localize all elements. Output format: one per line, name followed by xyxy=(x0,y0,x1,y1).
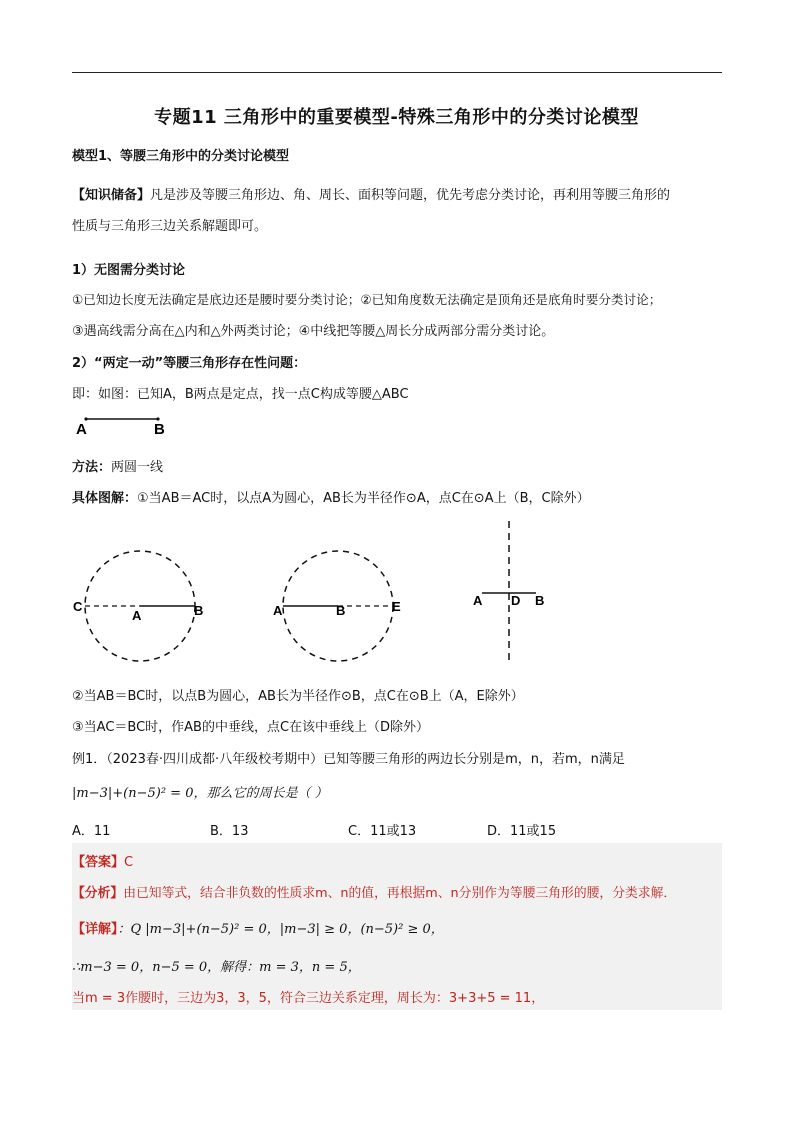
answer-value: C xyxy=(124,855,134,870)
answer-line xyxy=(72,851,133,870)
analysis-text: 由已知等式，结合非负数的性质求m、n的值，再根据m、n分别作为等腰三角形的腰，分类求解． xyxy=(123,886,677,901)
label-b: B xyxy=(336,603,346,618)
section2-intro: 即：如图：已知A，B两点是定点，找一点C构成等腰△ABC xyxy=(72,387,409,402)
label-a: A xyxy=(76,421,87,438)
detail-line-1 xyxy=(72,918,444,937)
label-d: D xyxy=(511,593,521,608)
label-e: E xyxy=(392,599,401,614)
label-b: B xyxy=(194,603,204,618)
label-b: B xyxy=(154,421,165,438)
option-d: D．11或15 xyxy=(487,824,557,839)
option-b: B．13 xyxy=(210,824,249,839)
knowledge-line-1 xyxy=(72,184,670,203)
analysis-line xyxy=(72,882,676,901)
section1-heading: 1）无图需分类讨论 xyxy=(72,263,186,278)
answer-tag: 【答案】 xyxy=(72,855,125,870)
label-c: C xyxy=(73,599,83,614)
label-a: A xyxy=(132,608,142,623)
detail-line-3: 当m = 3作腰时，三边为3，3，5，符合三边关系定理，周长为：3+3+5 = 11， xyxy=(72,991,545,1006)
knowledge-text: 凡是涉及等腰三角形边、角、周长、面积等问题，优先考虑分类讨论，再利用等腰三角形的 xyxy=(150,188,671,203)
section2-heading: 2）“两定一动”等腰三角形存在性问题： xyxy=(72,356,307,371)
circle-a-diagram xyxy=(73,551,203,661)
model-heading: 模型1、等腰三角形中的分类讨论模型 xyxy=(72,149,290,164)
option-c: C．11或13 xyxy=(348,824,417,839)
segment-ab-figure xyxy=(72,412,182,440)
label-b: B xyxy=(535,593,545,608)
knowledge-line-2: 性质与三角形三边关系解题即可。 xyxy=(72,219,268,234)
label-a: A xyxy=(273,603,283,618)
construction-diagrams xyxy=(0,515,793,675)
page-title: 专题11 三角形中的重要模型-特殊三角形中的分类讨论模型 xyxy=(154,107,639,128)
case-2: ②当AB＝BC时，以点B为圆心，AB长为半径作⊙B，点C在⊙B上（A，E除外） xyxy=(72,689,524,704)
label-a: A xyxy=(473,593,483,608)
detail-label: 具体图解： xyxy=(72,491,138,506)
section1-line-1: ①已知边长度无法确定是底边还是腰时要分类讨论；②已知角度数无法确定是顶角还是底角时要分类讨论； xyxy=(72,292,662,307)
option-a: A．11 xyxy=(72,824,111,839)
detail-line xyxy=(72,487,590,506)
case-3: ③当AC＝BC时，作AB的中垂线，点C在该中垂线上（D除外） xyxy=(72,720,430,735)
example-line-1: 例1．（2023春·四川成都·八年级校考期中）已知等腰三角形的两边长分别是m，n，若m，n满足 xyxy=(72,752,625,767)
method-line xyxy=(72,456,163,475)
detail-tag: 【详解】 xyxy=(72,922,118,937)
method-text: 两圆一线 xyxy=(111,460,164,475)
method-label: 方法： xyxy=(72,460,112,475)
bisector-diagram xyxy=(473,521,544,665)
example-line-2: |m−3|+(n−5)² = 0，那么它的周长是（ ） xyxy=(72,786,328,801)
analysis-tag: 【分析】 xyxy=(72,886,124,901)
section1-line-2: ③遇高线需分高在△内和△外两类讨论；④中线把等腰△周长分成两部分需分类讨论。 xyxy=(72,324,555,339)
detail-line-2: ∴m−3 = 0，n−5 = 0，解得：m = 3，n = 5， xyxy=(72,960,361,975)
knowledge-tag: 【知识储备】 xyxy=(72,188,151,203)
detail-text-1: ：Q |m−3|+(n−5)² = 0，|m−3| ≥ 0，(n−5)² ≥ 0， xyxy=(117,922,444,937)
circle-b-diagram xyxy=(273,551,401,661)
detail-text: ①当AB＝AC时，以点A为圆心，AB长为半径作⊙A，点C在⊙A上（B，C除外） xyxy=(137,491,590,506)
top-rule xyxy=(72,72,722,73)
